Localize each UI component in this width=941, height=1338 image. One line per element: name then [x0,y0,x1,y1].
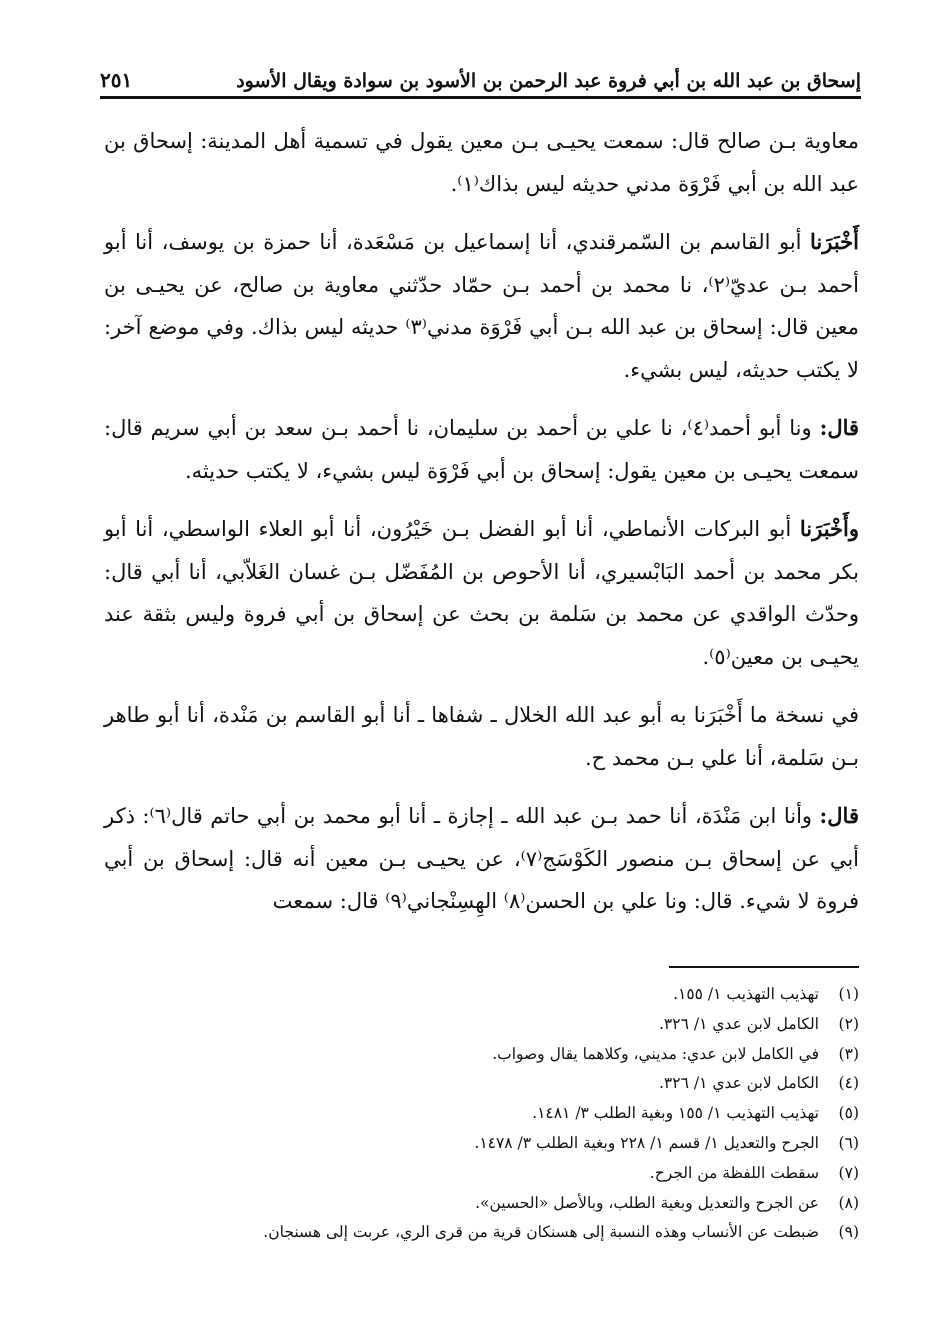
paragraph-text: أبو القاسم بن السّمرقندي، أنا إسماعيل بن مَسْعَدة، أنا حمزة بن يوسف، أنا أبو أحمد بـن عديّ⁽٢⁾، نا محمد بن أحمد بـن حمّاد حدّثني معاوية بن صالح، عن يحيـى بن معين قال: إسحاق بن عبد الله بـن أبي فَرْوَة مدني⁽٣⁾ حديثه ليس بذاك. وفي موضع آخر: لا يكتب حديثه، ليس بشيء. [104,230,859,382]
running-title: إسحاق بن عبد الله بن أبي فروة عبد الرحمن بن الأسود بن سوادة ويقال الأسود [236,70,861,92]
page-number: ٢٥١ [100,68,133,92]
paragraph [104,120,859,205]
paragraph [104,508,859,678]
page-header [100,52,861,99]
footnote-text: في الكامل لابن عدي: مديني، وكلاهما يقال وصواب. [492,1044,819,1063]
footnote-number: (٥) [838,1104,859,1123]
footnote [104,1010,859,1040]
paragraph-text: ونا أبو أحمد⁽٤⁾، نا علي بن أحمد بن سليمان، نا أحمد بـن سعد بن أبي سريم قال: سمعت يحيـى بن معين يقول: إسحاق بن أبي فَرْوَة ليس بشيء، لا يكتب حديثه. [104,416,859,483]
paragraph-text: معاوية بـن صالح قال: سمعت يحيـى بـن معين يقول في تسمية أهل المدينة: إسحاق بن عبد الله بن أبي فَرْوَة مدني حديثه ليس بذاك⁽١⁾. [104,129,859,196]
footnote-number: (٨) [838,1193,859,1212]
paragraph [104,795,859,923]
footnote [104,1129,859,1159]
footnote-text: ضبطت عن الأنساب وهذه النسبة إلى هسنكان قرية من قرى الري، عربت إلى هسنجان. [263,1223,819,1242]
footnote [104,1040,859,1070]
paragraph-text: في نسخة ما أَخْبَرَنا به أبو عبد الله الخلال ـ شفاها ـ أنا أبو القاسم بن مَنْدة، أنا أبو طاهر بـن سَلمة، أنا علي بـن محمد ح. [104,703,859,770]
footnote-text: سقطت اللفظة من الجرح. [649,1163,819,1182]
footnote [104,1189,859,1219]
footnote-text: الكامل لابن عدي ١/ ٣٢٦. [658,1074,819,1093]
footnotes-list [104,980,859,1248]
paragraph [104,221,859,391]
footnote-number: (١) [838,985,859,1003]
footnote-text: عن الجرح والتعديل وبغية الطلب، وبالأصل «الحسين». [475,1193,819,1212]
paragraph-lead: قال: [819,803,859,828]
footnote-number: (٢) [838,1014,859,1033]
footnote [104,1069,859,1099]
footnote [104,1159,859,1189]
footnote-text: تهذيب التهذيب ١/ ١٥٥. [673,985,819,1003]
footnote-separator [669,966,859,968]
footnote-text: الكامل لابن عدي ١/ ٣٢٦. [658,1014,819,1033]
paragraph [104,407,859,492]
footnote [104,980,859,1010]
footnote-text: تهذيب التهذيب ١/ ١٥٥ وبغية الطلب ٣/ ١٤٨١. [532,1104,819,1123]
main-text [104,120,859,939]
paragraph-text: وأنا ابن مَنْدَة، أنا حمد بـن عبد الله ـ إجازة ـ أنا أبو محمد بن أبي حاتم قال⁽٦⁾: ذكر أبي عن إسحاق بـن منصور الكَوْسَج⁽٧⁾، عن يحيـى بـن معين أنه قال: إسحاق بن أبي فروة لا شيء. قال: ونا علي بن الحسن⁽٨⁾ الهِسِنْجاني⁽٩⁾ قال: سمعت [104,804,859,913]
footnote [104,1218,859,1248]
footnote-text: الجرح والتعديل ١/ قسم ١/ ٢٢٨ وبغية الطلب ٣/ ١٤٧٨. [474,1133,819,1152]
footnote-number: (٤) [838,1074,859,1093]
paragraph [104,694,859,779]
paragraph-text: أبو البركات الأنماطي، أنا أبو الفضل بـن خَيْرُون، أنا أبو العلاء الواسطي، أنا أبو بكر محمد بن أحمد البَابْسيري، أنا الأحوص بن المُفَضّل بـن غسان الغَلاّبي، أنا أبي قال: وحدّث الواقدي عن محمد بن سَلمة بن بحث عن إسحاق بن أبي فروة وليس بثقة عند يحيـى بن معين⁽٥⁾. [104,517,859,669]
paragraph-lead: أَخْبَرَنا [810,229,859,254]
footnote-number: (٦) [838,1133,859,1152]
footnote-number: (٣) [838,1044,859,1063]
footnote-number: (٩) [838,1223,859,1242]
paragraph-lead: قال: [819,415,860,440]
footnote [104,1099,859,1129]
paragraph-lead: وأَخْبَرَنا [799,516,859,541]
footnote-number: (٧) [838,1163,859,1182]
